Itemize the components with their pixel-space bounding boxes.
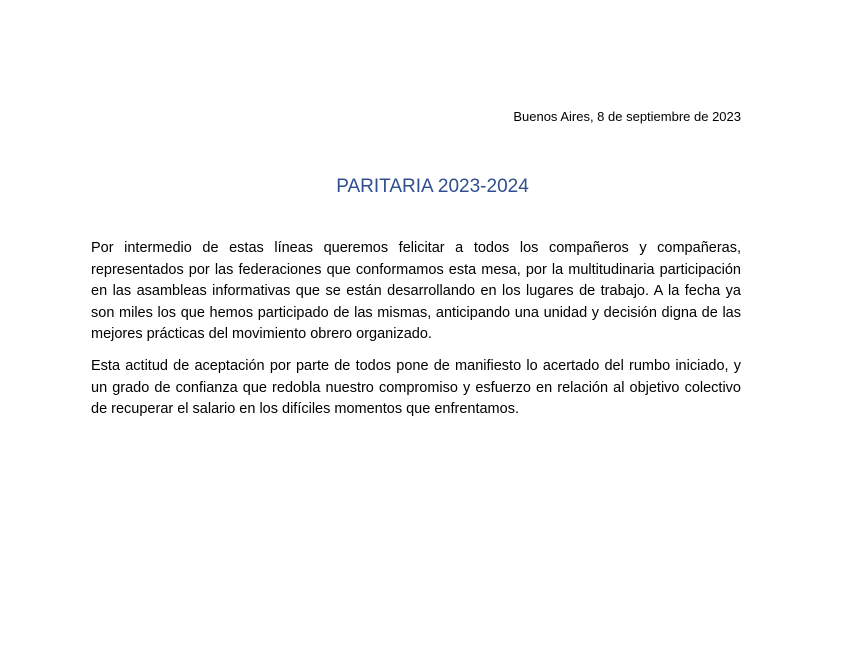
document-body — [91, 238, 741, 431]
body-paragraph-2: Esta actitud de aceptación por parte de todos pone de manifiesto lo acertado del rumbo iniciado, y un grado de confianza que redobla nuestro compromiso y esfuerzo en relación al objetivo colectivo de recuperar el salario en los difíciles momentos que enfrentamos. — [91, 357, 741, 418]
document-title: PARITARIA 2023-2024 — [336, 176, 529, 197]
date-line: Buenos Aires, 8 de septiembre de 2023 — [513, 109, 741, 124]
body-paragraph-1: Por intermedio de estas líneas queremos felicitar a todos los compañeros y compañeras, representados por las federaciones que conformamos esta mesa, por la multitudinaria participación en las asambleas informativas que se están desarrollando en los lugares de trabajo. A la fecha ya son miles los que hemos participado de las mismas, anticipando una unidad y decisión digna de las mejores prácticas del movimiento obrero organizado. — [91, 240, 741, 343]
